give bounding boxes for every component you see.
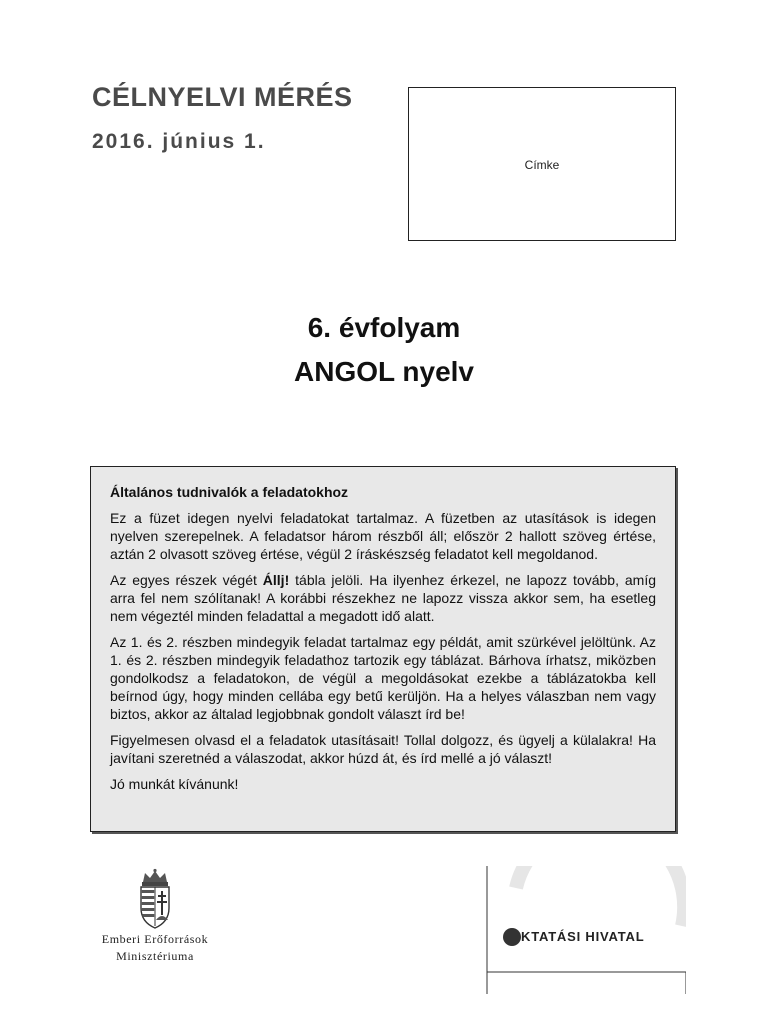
label-box-text: Címke (524, 158, 560, 172)
instructions-paragraph-4: Figyelmesen olvasd el a feladatok utasításait! Tollal dolgozz, és ügyelj a külalakra! Ha javítani szeretnéd a válaszodat, akkor húzd át, és írd mellé a jó választ! (110, 732, 656, 766)
hungarian-coat-of-arms-icon (133, 868, 177, 930)
exam-date: 2016. június 1. (92, 130, 266, 153)
instructions-paragraph-2 (110, 571, 656, 625)
language-suffix: nyelv (394, 356, 474, 387)
instructions-heading: Általános tudnivalók a feladatokhoz (110, 484, 349, 500)
grade-heading: 6. évfolyam (307, 312, 461, 343)
exam-title: CÉLNYELVI MÉRÉS (92, 82, 353, 112)
label-box (408, 87, 676, 241)
instructions-box (90, 466, 676, 832)
office-name: KTATÁSI HIVATAL (521, 929, 645, 944)
ministry-name (70, 931, 240, 965)
instructions-paragraph-3: Az 1. és 2. részben mindegyik feladat tartalmaz egy példát, amit szürkével jelöltünk. Az 1. és 2. részben mindegyik feladathoz tartozik egy táblázat. Bárhova írhatsz, miközben gondolkodsz a feladatokon, de végül a megoldásokat ezekbe a táblázatokba kell beírnod úgy, hogy minden cellába egy betű kerüljön. Ha a helyes válaszban nem vagy biztos, akkor az általad legjobbnak gondolt választ írd be! (110, 634, 656, 722)
p2-after: tábla jelöli. Ha ilyenhez érkezel, ne lapozz tovább, amíg arra fel nem szólítanak! A korábbi részekhez ne lapozz vissza akkor sem, ha esetleg nem végeztél minden feladattal a megadott idő alatt. (110, 572, 656, 624)
language-heading (0, 356, 768, 388)
language-name: ANGOL (294, 356, 395, 387)
ministry-line-2: Minisztériuma (116, 949, 194, 963)
instructions-paragraph-5: Jó munkát kívánunk! (110, 776, 239, 792)
ministry-line-1: Emberi Erőforrások (101, 932, 209, 946)
p2-before: Az egyes részek végét (110, 572, 263, 588)
stop-sign-text: Állj! (262, 572, 290, 588)
instructions-paragraph-1: Ez a füzet idegen nyelvi feladatokat tartalmaz. A füzetben az utasítások is idegen nyelven szerepelnek. A feladatsor három részből áll; először 2 hallott szöveg értése, aztán 2 olvasott szöveg értése, végül 2 íráskészség feladatot kell megoldanod. (110, 510, 656, 562)
